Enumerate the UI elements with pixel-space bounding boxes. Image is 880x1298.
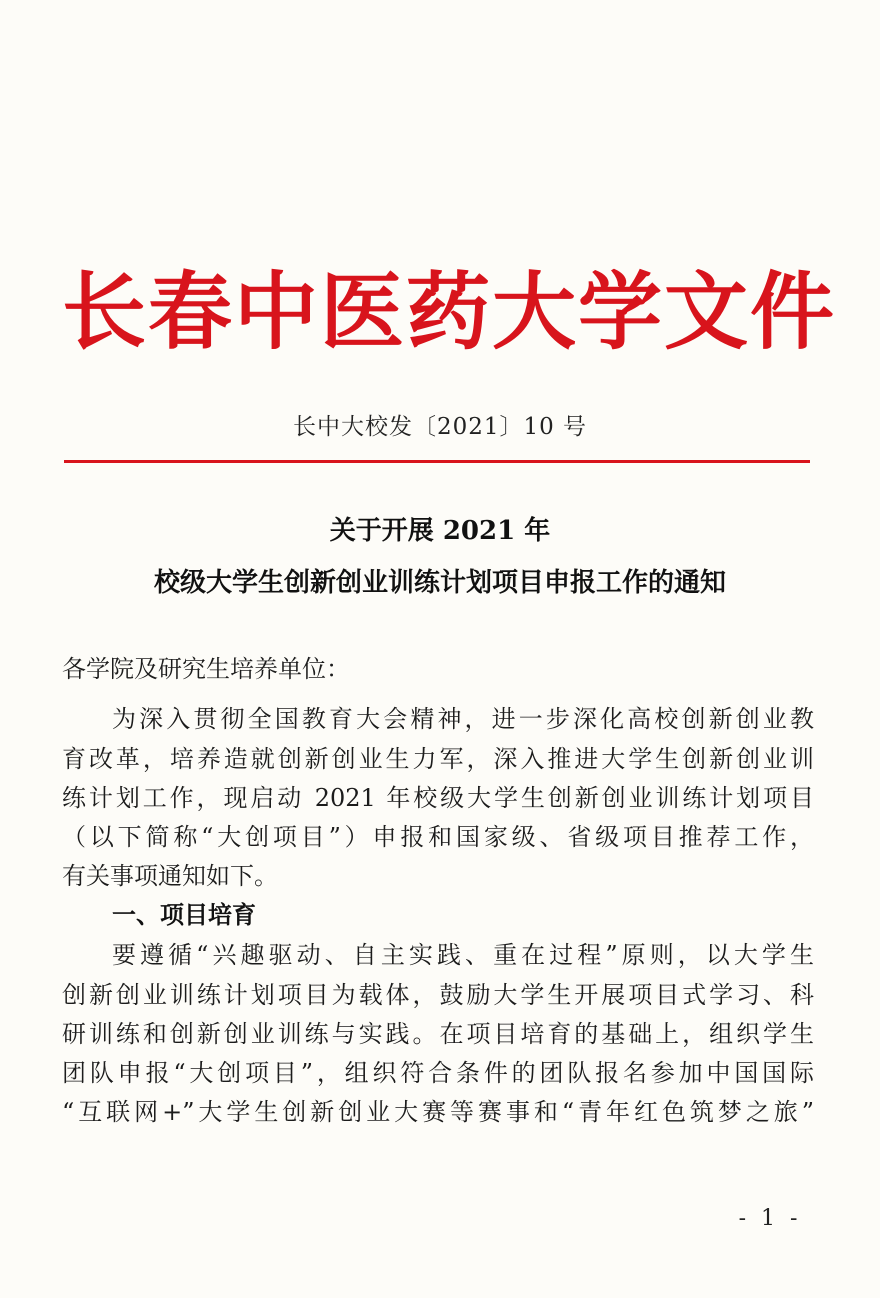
intro-line: 练计划工作，现启动 2021 年校级大学生创新创业训练计划项目 — [62, 784, 814, 812]
section-line: 研训练和创新创业训练与实践。在项目培育的基础上，组织学生 — [62, 1020, 814, 1048]
section-line: 要遵循“兴趣驱动、自主实践、重在过程”原则，以大学生 — [112, 941, 814, 969]
intro-line: 为深入贯彻全国教育大会精神，进一步深化高校创新创业教 — [112, 705, 814, 733]
section-heading: 一、项目培育 — [112, 901, 256, 929]
document-masthead: 长春中医药大学文件 — [62, 263, 837, 361]
salutation: 各学院及研究生培养单位： — [62, 655, 350, 683]
page-number: - 1 - — [738, 1206, 802, 1231]
document-number: 长中大校发〔2021〕10 号 — [292, 414, 588, 440]
intro-line: 育改革，培养造就创新创业生力军，深入推进大学生创新创业训 — [62, 745, 814, 773]
section-line: 创新创业训练计划项目为载体，鼓励大学生开展项目式学习、科 — [62, 981, 814, 1009]
intro-line: （以下简称“大创项目”）申报和国家级、省级项目推荐工作， — [62, 823, 814, 851]
section-line: 团队申报“大创项目”，组织符合条件的团队报名参加中国国际 — [62, 1059, 814, 1087]
intro-line: 有关事项通知如下。 — [62, 862, 278, 890]
section-line: “互联网+”大学生创新创业大赛等赛事和“青年红色筑梦之旅” — [62, 1098, 814, 1126]
red-divider-rule — [64, 460, 810, 463]
title-line-1: 关于开展 2021 年 — [329, 516, 551, 546]
title-line-2: 校级大学生创新创业训练计划项目申报工作的通知 — [153, 568, 726, 598]
